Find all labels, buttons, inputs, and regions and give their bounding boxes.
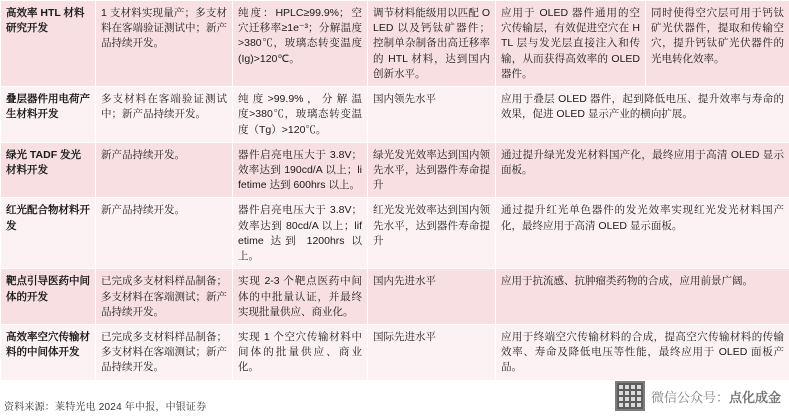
cell-spec: 器件启亮电压大于 3.8V；效率达到 190cd/A 以上；lifetime 达到 600hrs 以上。	[233, 142, 368, 198]
cell-level: 绿光发光效率达到国内领先水平，达到器件寿命提升	[368, 142, 496, 198]
cell-project: 绿光 TADF 发光材料开发	[1, 142, 96, 198]
table-row	[1, 198, 789, 269]
cell-progress: 多支材料在客端验证测试中；新产品持续开发。	[96, 87, 233, 143]
watermark-text	[651, 387, 781, 406]
table-row	[1, 142, 789, 198]
cell-spec: 实现 2-3 个靶点医药中间体的中批量认证，并最终实现批量供应、商业化。	[233, 269, 368, 325]
cell-spec: 实现 1 个空穴传输材料中间体的批量供应、商业化。	[233, 324, 368, 380]
cell-application: 应用于抗流感、抗肿瘤类药物的合成，应用前景广阔。	[496, 269, 789, 325]
cell-project: 叠层器件用电荷产生材料开发	[1, 87, 96, 143]
table-body	[1, 1, 789, 381]
cell-application: 应用于终端空穴传输材料的合成，提高空穴传输材料的传输效率、寿命及降低电压等性能，最终应用于 OLED 面板产品。	[496, 324, 789, 380]
cell-application: 应用于叠层 OLED 器件，起到降低电压、提升效率与寿命的效果，促进 OLED 显示产业的横向扩展。	[496, 87, 789, 143]
table-row	[1, 269, 789, 325]
cell-project: 高效率 HTL 材料研究开发	[1, 1, 96, 87]
table-row	[1, 1, 789, 87]
cell-spec: 器件启亮电压大于 3.8V；效率达到 80cd/A 以上；lifetime 达到 1200hrs 以上。	[233, 198, 368, 269]
cell-progress: 已完成多支材料样品制备；多支材料在客端测试；新产品持续开发。	[96, 324, 233, 380]
table-row	[1, 87, 789, 143]
cell-application: 通过提升绿光发光材料国产化，最终应用于高清 OLED 显示面板。	[496, 142, 789, 198]
source-note: 资料来源：莱特光电 2024 年中报，中银证券	[4, 402, 207, 413]
cell-progress: 1 支材料实现量产；多支材料在客端验证测试中；新产品持续开发。	[96, 1, 233, 87]
cell-project: 高效率空穴传输材料的中间体开发	[1, 324, 96, 380]
cell-progress: 新产品持续开发。	[96, 198, 233, 269]
qr-code-icon	[615, 381, 645, 411]
cell-spec: 纯度：HPLC≥99.9%；空穴迁移率≥1e⁻³；分解温度>380℃，玻璃态转变温度(Ig)>120℃。	[233, 1, 368, 87]
cell-project: 红光配合物材料开发	[1, 198, 96, 269]
cell-level: 红光发光效率达到国内领先水平，达到器件寿命提升	[368, 198, 496, 269]
cell-application: 应用于 OLED 器件通用的空穴传输层，有效促进空穴在 HTL 层与发光层直接注入和传输，从而获得高效率的 OLED 器件。	[496, 1, 646, 87]
cell-progress: 新产品持续开发。	[96, 142, 233, 198]
cell-progress: 已完成多支材料样品制备；多支材料在客端测试；新产品持续开发。	[96, 269, 233, 325]
watermark	[615, 381, 781, 411]
cell-level: 国内先进水平	[368, 269, 496, 325]
table-row	[1, 324, 789, 380]
cell-application: 通过提升红光单色器件的发光效率实现红光发光材料国产化，最终应用于高清 OLED 显示面板。	[496, 198, 789, 269]
cell-project: 靶点引导医药中间体的开发	[1, 269, 96, 325]
cell-level: 国内领先水平	[368, 87, 496, 143]
watermark-prefix: 微信公众号：	[650, 389, 729, 405]
cell-value: 同时使得空穴层可用于钙钛矿光伏器件，提取和传输空穴，提升钙钛矿光伏器件的光电转化效率。	[646, 1, 789, 87]
watermark-account: 点化成金	[728, 389, 781, 405]
cell-spec: 纯 度 >99.9% ， 分 解 温度>380℃，玻璃态转变温度（Tg）>120℃。	[233, 87, 368, 143]
cell-level: 国际先进水平	[368, 324, 496, 380]
cell-level: 调节材料能级用以匹配 OLED 以及钙钛矿器件；控制单杂制备出高迁移率的 HTL 材料，达到国内创新水平。	[368, 1, 496, 87]
